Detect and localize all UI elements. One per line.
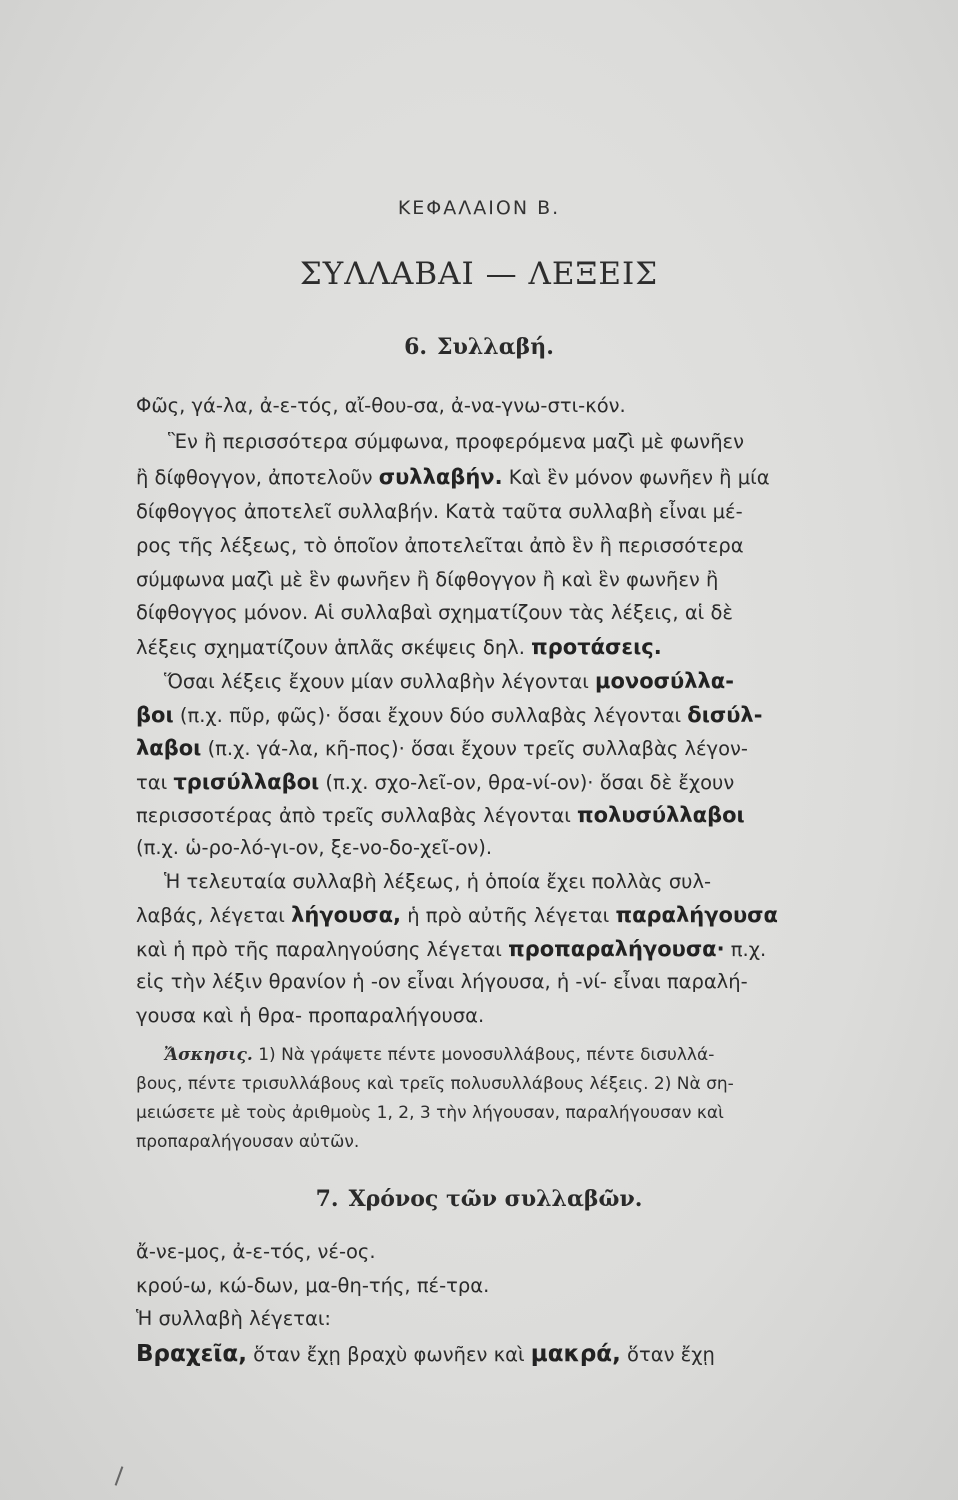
term-ultima: λήγουσα, <box>291 903 402 927</box>
text-span: 1) Νὰ γράψετε πέντε μονοσυλλάβους, πέντε δισυλλά- <box>258 1045 715 1065</box>
exercise-line: βους, πέντε τρισυλλάβους καὶ τρεῖς πολυσυλλάβους λέξεις. 2) Νὰ ση- <box>136 1074 734 1094</box>
text-line: σύμφωνα μαζὶ μὲ ἓν φωνῆεν ἢ δίφθογγον ἢ καὶ ἓν φωνῆεν ἢ <box>136 568 719 591</box>
exercise-line: μειώσετε μὲ τοὺς ἀριθμοὺς 1, 2, 3 τὴν λήγουσαν, παραλήγουσαν καὶ <box>136 1103 724 1123</box>
section-6-title: Συλλαβή. <box>437 334 554 360</box>
term-disyllabic: δισύλ- <box>687 703 763 727</box>
text-span: λαβάς, λέγεται <box>136 904 285 927</box>
text-line: γουσα καὶ ἡ θρα- προπαραλήγουσα. <box>136 1004 485 1027</box>
text-span: ἢ δίφθογγον, ἀποτελοῦν <box>136 466 373 489</box>
pencil-mark <box>115 1466 124 1485</box>
exercise-label: Ἄσκησις. <box>164 1045 253 1065</box>
text-line: κρού-ω, κώ-δων, μα-θη-τής, πέ-τρα. <box>136 1274 490 1297</box>
text-line: Ἓν ἢ περισσότερα σύμφωνα, προφερόμενα μαζὶ μὲ φωνῆεν <box>168 430 744 453</box>
term-syllable: συλλαβήν. <box>378 465 503 489</box>
chapter-label: ΚΕΦΑΛΑΙΟΝ Β. <box>397 197 561 219</box>
text-line: δίφθογγος μόνον. Αἱ συλλαβαὶ σχηματίζουν τὰς λέξεις, αἱ δὲ <box>136 601 733 624</box>
text-span: περισσοτέρας ἀπὸ τρεῖς συλλαβὰς λέγονται <box>136 804 571 827</box>
text-line: Ἡ συλλαβὴ λέγεται: <box>136 1307 331 1330</box>
text-span: Ὅσαι λέξεις ἔχουν μίαν συλλαβὴν λέγονται <box>164 670 589 693</box>
text-line <box>136 903 778 928</box>
text-line <box>136 1342 715 1367</box>
chapter-title: ΣΥΛΛΑΒΑΙ — ΛΕΞΕΙΣ <box>299 256 659 292</box>
text-span: ὅταν ἔχῃ βραχὺ φωνῆεν καὶ <box>253 1343 525 1366</box>
term-polysyllabic: πολυσύλλαβοι <box>577 803 745 827</box>
text-line <box>164 669 734 694</box>
text-span: (π.χ. πῦρ, φῶς)· ὅσαι ἔχουν δύο συλλαβὰς λέγονται <box>179 704 682 727</box>
section-6-heading <box>0 334 958 360</box>
text-span: λέξεις σχηματίζουν ἁπλᾶς σκέψεις δηλ. <box>136 636 525 659</box>
text-line <box>136 703 762 728</box>
text-span: Καὶ ἓν μόνον φωνῆεν ἢ μία <box>508 466 770 489</box>
text-line: ρος τῆς λέξεως, τὸ ὁποῖον ἀποτελεῖται ἀπὸ ἓν ἢ περισσότερα <box>136 534 744 557</box>
text-line: Φῶς, γά-λα, ἀ-ε-τός, αἴ-θου-σα, ἀ-να-γνω-στι-κόν. <box>136 394 626 417</box>
text-line: (π.χ. ὡ-ρο-λό-γι-ον, ξε-νο-δο-χεῖ-ον). <box>136 836 493 859</box>
text-line <box>136 937 766 962</box>
text-line <box>136 465 770 490</box>
exercise-line <box>164 1044 714 1066</box>
section-7-number: 7. <box>315 1186 339 1212</box>
text-span: π.χ. <box>730 938 767 961</box>
term-penult: παραλήγουσα <box>615 903 778 927</box>
text-line <box>136 803 745 828</box>
text-span: καὶ ἡ πρὸ τῆς παραληγούσης λέγεται <box>136 938 502 961</box>
text-span: (π.χ. σχο-λεῖ-ον, θρα-νί-ον)· ὅσαι δὲ ἔχουν <box>325 771 735 794</box>
section-7-title: Χρόνος τῶν συλλαβῶν. <box>348 1186 643 1212</box>
section-7-heading <box>0 1186 958 1212</box>
text-line: δίφθογγος ἀποτελεῖ συλλαβήν. Κατὰ ταῦτα συλλαβὴ εἶναι μέ- <box>136 500 743 523</box>
section-6-number: 6. <box>404 334 428 360</box>
text-span: (π.χ. γά-λα, κῆ-πος)· ὅσαι ἔχουν τρεῖς συλλαβὰς λέγον- <box>207 737 748 760</box>
term-sentences: προτάσεις. <box>531 635 662 659</box>
text-line <box>136 736 748 761</box>
term-disyllabic-end: λαβοι <box>136 736 202 760</box>
term-monosyllabic-end: βοι <box>136 703 174 727</box>
term-trisyllabic: τρισύλλαβοι <box>173 770 320 794</box>
text-span: ὅταν ἔχῃ <box>627 1343 715 1366</box>
term-monosyllabic: μονοσύλλα- <box>595 669 734 693</box>
term-long: μακρά, <box>530 1341 621 1367</box>
text-line: Ἡ τελευταία συλλαβὴ λέξεως, ἡ ὁποία ἔχει πολλὰς συλ- <box>164 870 712 893</box>
text-line <box>136 635 662 660</box>
text-line: εἰς τὴν λέξιν θρανίον ἡ -ον εἶναι λήγουσα, ἡ -νί- εἶναι παραλή- <box>136 970 748 993</box>
term-short: Βραχεῖα, <box>136 1341 247 1367</box>
text-line: ἄ-νε-μος, ἀ-ε-τός, νέ-ος. <box>136 1240 376 1263</box>
exercise-line: προπαραλήγουσαν αὐτῶν. <box>136 1132 360 1152</box>
term-antepenult: προπαραλήγουσα· <box>508 937 725 961</box>
text-line <box>136 770 734 795</box>
text-span: ἡ πρὸ αὐτῆς λέγεται <box>407 904 610 927</box>
text-span: ται <box>136 771 168 794</box>
